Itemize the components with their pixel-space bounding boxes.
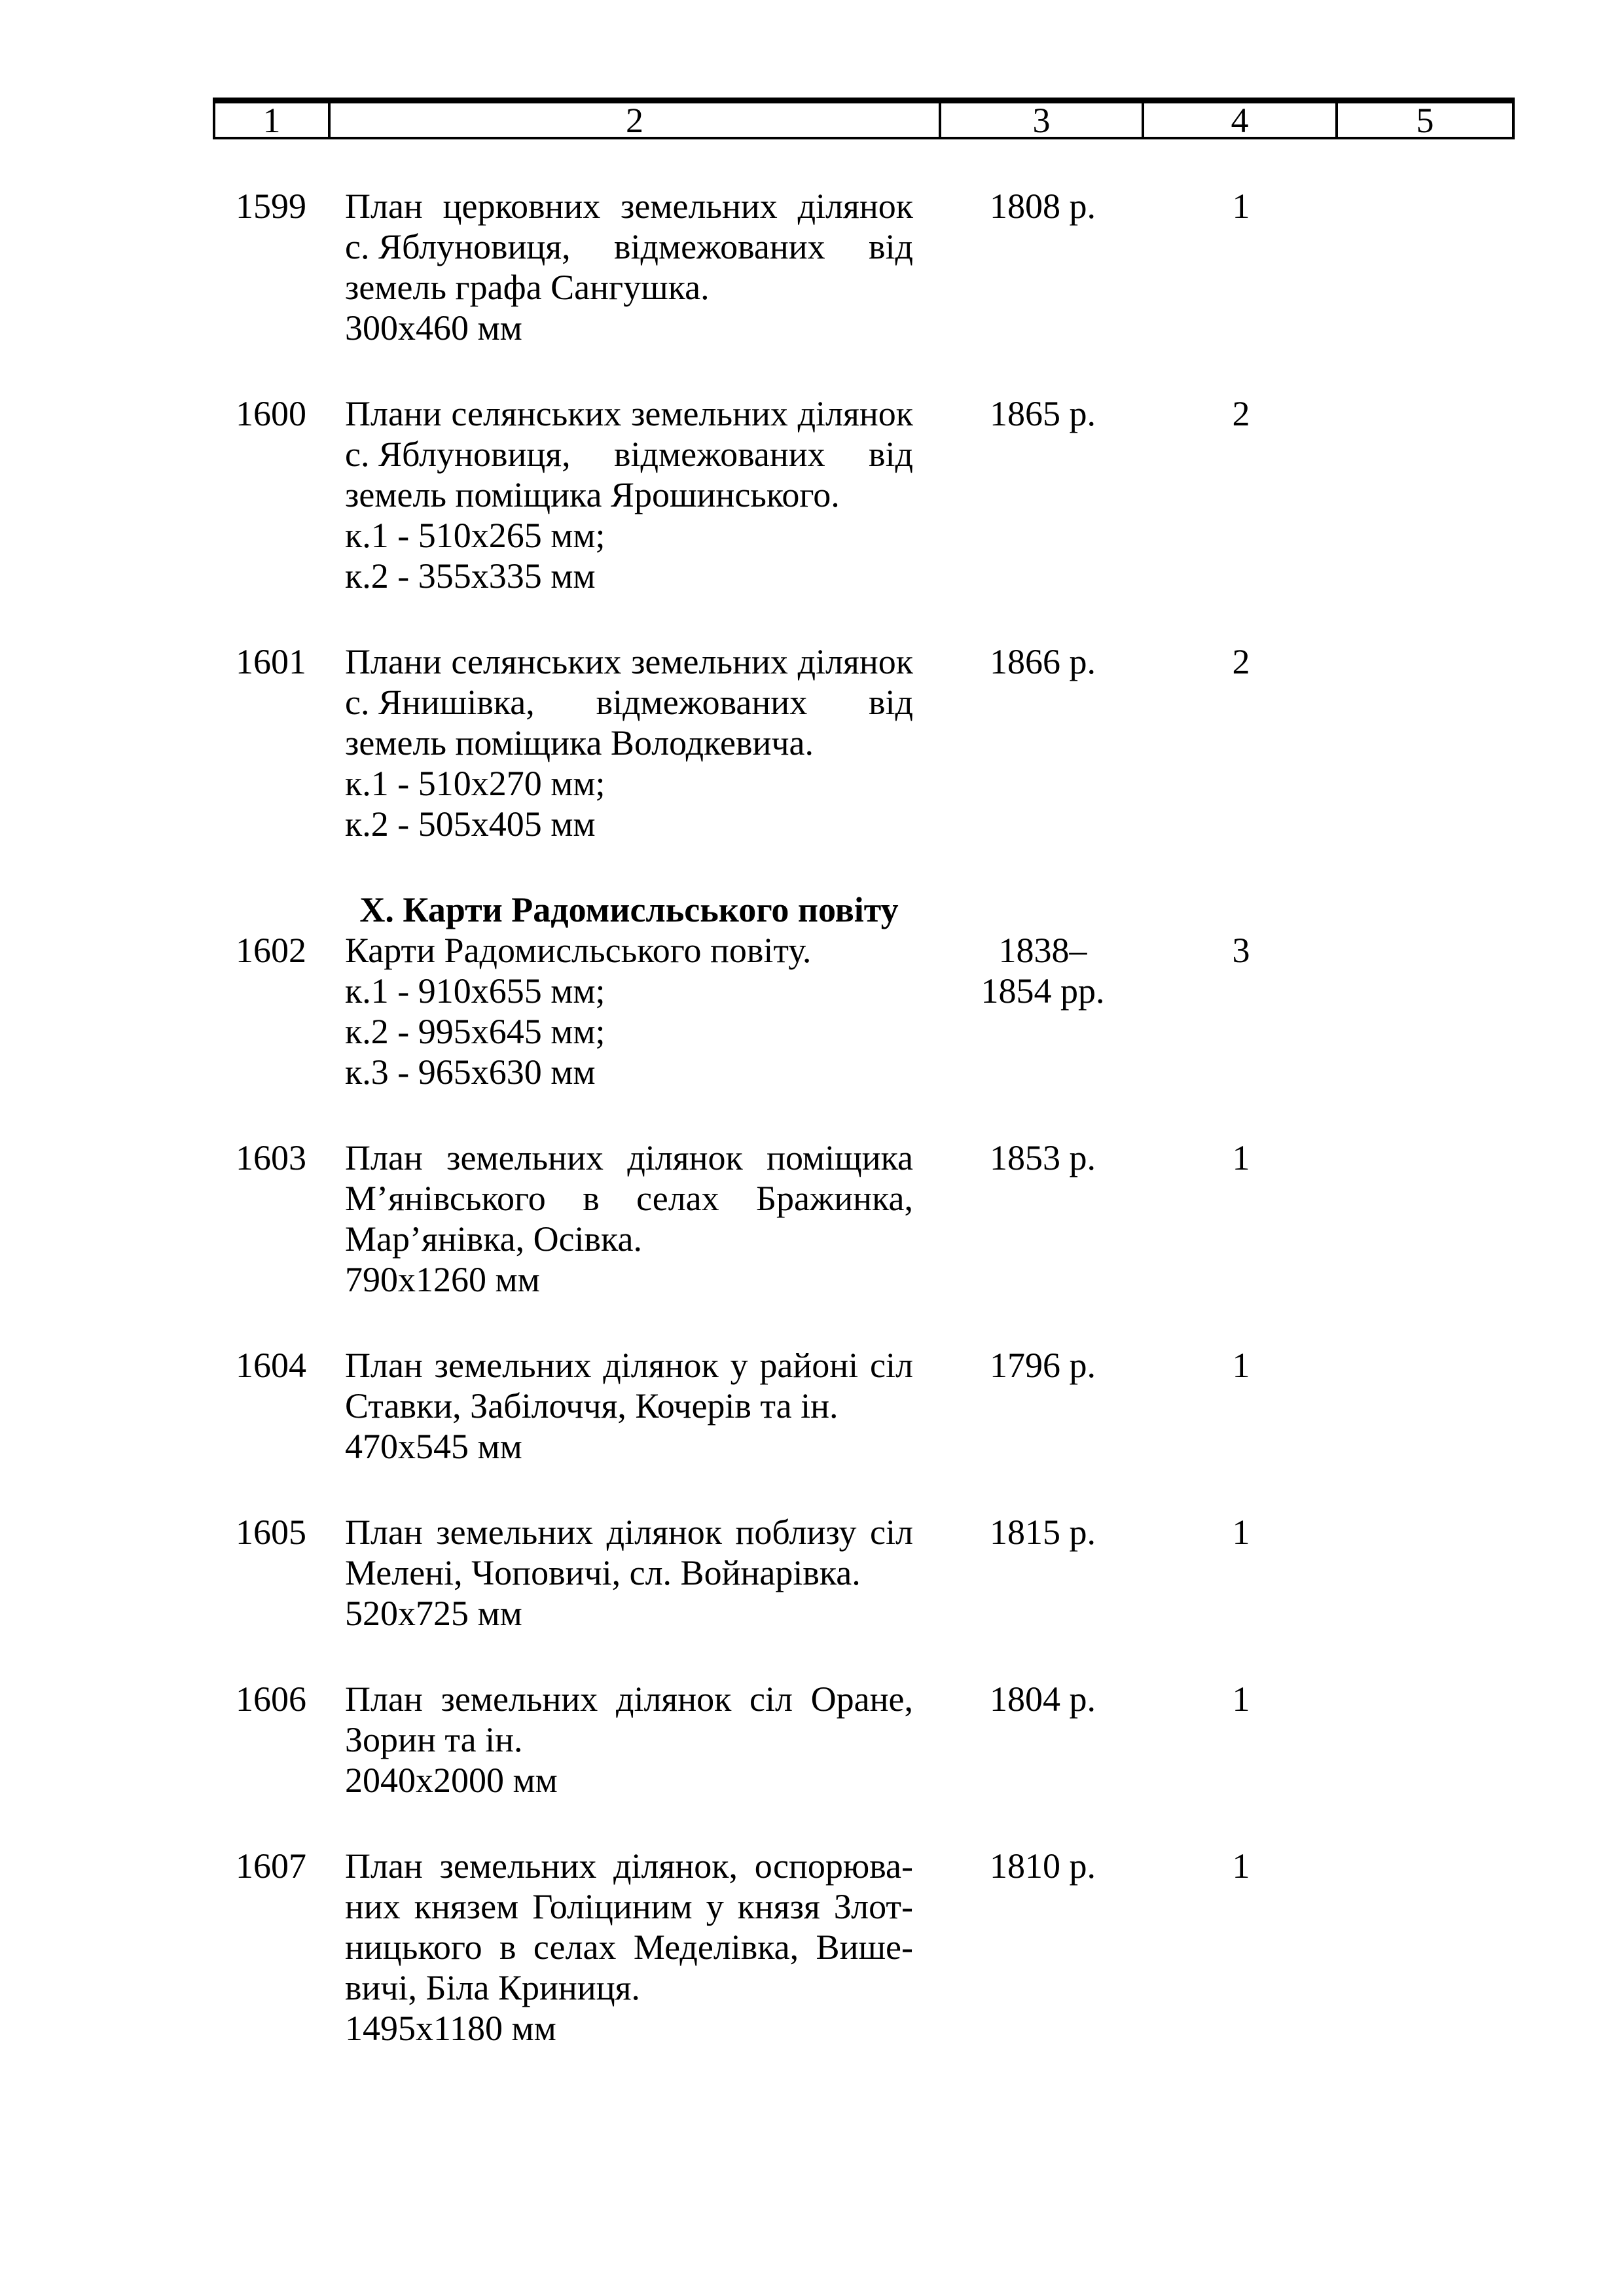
description-line: к.1 - 510х270 мм; bbox=[345, 764, 605, 803]
entry-row bbox=[213, 393, 1515, 596]
entry-date bbox=[941, 930, 1144, 1011]
entry-count: 2 bbox=[1232, 642, 1250, 681]
entry-row bbox=[213, 1512, 1515, 1634]
description-line bbox=[345, 641, 913, 682]
entry-count: 1 bbox=[1232, 1346, 1250, 1385]
column-header-cell: 4 bbox=[1144, 103, 1338, 137]
entry-row bbox=[213, 930, 1515, 1092]
description-word: сіл bbox=[870, 1513, 913, 1552]
entry-date-line: 1796 р. bbox=[990, 1346, 1096, 1385]
description-word: них bbox=[345, 1887, 401, 1926]
description-word: земельних bbox=[446, 1138, 604, 1177]
entry-row bbox=[213, 641, 1515, 844]
description-line: к.1 - 910х655 мм; bbox=[345, 971, 605, 1011]
entry-description bbox=[345, 1679, 913, 1801]
entry-row bbox=[213, 1345, 1515, 1467]
entry-id: 1605 bbox=[236, 1513, 306, 1552]
description-line bbox=[345, 1512, 913, 1552]
entry-id: 1604 bbox=[236, 1346, 306, 1385]
description-word: План bbox=[345, 1846, 423, 1886]
description-line bbox=[345, 1927, 913, 1967]
entry-description bbox=[345, 1345, 913, 1467]
entry-date-line: 1853 р. bbox=[990, 1138, 1096, 1177]
description-word: поблизу bbox=[735, 1513, 857, 1552]
description-word: ділянок bbox=[797, 187, 913, 226]
description-line: 470х545 мм bbox=[345, 1427, 522, 1466]
description-word: відмежованих bbox=[613, 227, 825, 266]
description-word: План bbox=[345, 1346, 423, 1385]
description-line bbox=[345, 186, 913, 226]
entry-date-line: 1808 р. bbox=[990, 187, 1096, 226]
description-word: ділянок bbox=[627, 1138, 743, 1177]
entry-count: 1 bbox=[1232, 1846, 1250, 1886]
description-word: відмежованих bbox=[613, 435, 825, 474]
description-line: к.3 - 965х630 мм bbox=[345, 1052, 596, 1092]
entry-row bbox=[213, 1846, 1515, 2049]
entry-id: 1602 bbox=[236, 931, 306, 970]
description-word: у bbox=[730, 1346, 748, 1385]
description-word: в bbox=[499, 1928, 516, 1967]
description-line: вичі, Біла Криниця. bbox=[345, 1968, 640, 2007]
description-word: ділянок bbox=[603, 1346, 719, 1385]
description-word: План bbox=[345, 1138, 423, 1177]
entry-date bbox=[941, 1512, 1144, 1552]
description-word: від bbox=[869, 435, 913, 474]
entry-date bbox=[941, 186, 1144, 226]
entry-id: 1601 bbox=[236, 642, 306, 681]
description-word: селах bbox=[533, 1928, 617, 1967]
entry-description bbox=[345, 641, 913, 844]
table-header-row bbox=[213, 98, 1515, 139]
description-word: князем bbox=[414, 1887, 519, 1926]
entry-count: 3 bbox=[1232, 931, 1250, 970]
entry-count: 1 bbox=[1232, 1513, 1250, 1552]
entry-id: 1606 bbox=[236, 1679, 306, 1719]
description-word: від bbox=[869, 227, 913, 266]
description-word: земельних bbox=[631, 642, 788, 681]
description-line: 300х460 мм bbox=[345, 308, 522, 348]
description-word: ділянок bbox=[797, 394, 913, 433]
entry-date-line: 1815 р. bbox=[990, 1513, 1096, 1552]
description-word: земельних bbox=[439, 1846, 597, 1886]
description-word: ділянок bbox=[797, 642, 913, 681]
description-line: 2040х2000 мм bbox=[345, 1761, 558, 1800]
description-line bbox=[345, 1345, 913, 1386]
entry-description bbox=[345, 1512, 913, 1634]
description-word: сіл bbox=[870, 1346, 913, 1385]
description-line bbox=[345, 1886, 913, 1927]
entry-row bbox=[213, 1679, 1515, 1801]
entry-date bbox=[941, 1138, 1144, 1178]
description-word: План bbox=[345, 187, 423, 226]
description-line: земель поміщика Володкевича. bbox=[345, 723, 814, 762]
description-word: М’янівського bbox=[345, 1179, 546, 1218]
entry-description bbox=[345, 186, 913, 348]
entry-date-line: 1810 р. bbox=[990, 1846, 1096, 1886]
description-word: в bbox=[583, 1179, 600, 1218]
description-line: Ставки, Забілоччя, Кочерів та ін. bbox=[345, 1386, 839, 1426]
description-line: Мар’янівка, Осівка. bbox=[345, 1219, 642, 1259]
description-word: Бражинка, bbox=[756, 1179, 913, 1218]
description-word: Злот- bbox=[833, 1887, 913, 1926]
description-line: 790х1260 мм bbox=[345, 1260, 540, 1299]
entry-date-line: 1854 рр. bbox=[981, 971, 1105, 1011]
entry-date bbox=[941, 1679, 1144, 1719]
entry-description bbox=[345, 393, 913, 596]
description-word: Меделівка, bbox=[633, 1928, 799, 1967]
description-word: у bbox=[706, 1887, 724, 1926]
description-word: церковних bbox=[442, 187, 601, 226]
entry-date-line: 1804 р. bbox=[990, 1679, 1096, 1719]
description-word: с. Яблуновиця, bbox=[345, 227, 571, 266]
entry-id: 1607 bbox=[236, 1846, 306, 1886]
description-word: с. Янишівка, bbox=[345, 683, 535, 722]
description-line bbox=[345, 226, 913, 267]
description-word: земельних bbox=[434, 1346, 592, 1385]
entry-description bbox=[345, 1138, 913, 1300]
description-word: оспорюва- bbox=[754, 1846, 913, 1886]
description-word: План bbox=[345, 1513, 423, 1552]
description-word: земельних bbox=[631, 394, 788, 433]
description-line: земель поміщика Ярошинського. bbox=[345, 475, 840, 514]
entry-date bbox=[941, 641, 1144, 682]
entry-id: 1603 bbox=[236, 1138, 306, 1177]
description-word: відмежованих bbox=[596, 683, 808, 722]
description-line: к.1 - 510х265 мм; bbox=[345, 516, 605, 555]
description-word: земельних bbox=[441, 1679, 598, 1719]
description-line bbox=[345, 682, 913, 723]
description-word: селянських bbox=[451, 642, 622, 681]
entry-count: 1 bbox=[1232, 187, 1250, 226]
section-heading: Х. Карти Радомисльського повіту bbox=[359, 890, 899, 929]
description-line bbox=[345, 393, 913, 434]
description-word: селянських bbox=[451, 394, 622, 433]
description-word: План bbox=[345, 1679, 423, 1719]
description-line bbox=[345, 1679, 913, 1719]
description-line: к.2 - 995х645 мм; bbox=[345, 1012, 605, 1051]
entry-row bbox=[213, 186, 1515, 348]
entry-date bbox=[941, 1345, 1144, 1386]
description-line bbox=[345, 434, 913, 475]
description-word: ділянок, bbox=[613, 1846, 738, 1886]
table-body bbox=[213, 186, 1515, 2049]
description-line: земель графа Сангушка. bbox=[345, 268, 710, 307]
entry-date-line: 1838– bbox=[998, 931, 1087, 970]
description-word: ницького bbox=[345, 1928, 482, 1967]
description-word: від bbox=[869, 683, 913, 722]
description-word: Голіциним bbox=[532, 1887, 693, 1926]
section-row bbox=[213, 889, 1515, 930]
entry-count: 1 bbox=[1232, 1138, 1250, 1177]
description-line bbox=[345, 1138, 913, 1178]
description-word: селах bbox=[636, 1179, 719, 1218]
column-header-cell: 3 bbox=[941, 103, 1144, 137]
description-word: князя bbox=[737, 1887, 820, 1926]
description-line: Карти Радомисльського повіту. bbox=[345, 931, 812, 970]
description-word: Оране, bbox=[810, 1679, 913, 1719]
description-word: поміщика bbox=[767, 1138, 913, 1177]
entry-id: 1599 bbox=[236, 187, 306, 226]
column-header-cell: 5 bbox=[1416, 100, 1434, 140]
description-word: с. Яблуновиця, bbox=[345, 435, 571, 474]
description-word: районі bbox=[759, 1346, 859, 1385]
description-line: Мелені, Чоповичі, сл. Войнарівка. bbox=[345, 1553, 861, 1592]
entry-id: 1600 bbox=[236, 394, 306, 433]
entry-description bbox=[345, 1846, 913, 2049]
description-word: Више- bbox=[816, 1928, 913, 1967]
entry-count: 1 bbox=[1232, 1679, 1250, 1719]
entry-count: 2 bbox=[1232, 394, 1250, 433]
entry-description bbox=[345, 930, 913, 1092]
entry-date bbox=[941, 1846, 1144, 1886]
entry-date-line: 1865 р. bbox=[990, 394, 1096, 433]
description-word: Плани bbox=[345, 642, 442, 681]
entry-row bbox=[213, 1138, 1515, 1300]
description-word: земельних bbox=[436, 1513, 594, 1552]
description-word: сіл bbox=[749, 1679, 793, 1719]
description-line: к.2 - 505х405 мм bbox=[345, 804, 596, 844]
description-line: 520х725 мм bbox=[345, 1594, 522, 1633]
description-line: Зорин та ін. bbox=[345, 1720, 523, 1759]
description-word: ділянок bbox=[606, 1513, 722, 1552]
description-line bbox=[345, 1178, 913, 1219]
description-line: к.2 - 355х335 мм bbox=[345, 556, 596, 596]
description-word: земельних bbox=[621, 187, 778, 226]
description-line bbox=[345, 1846, 913, 1886]
entry-date-line: 1866 р. bbox=[990, 642, 1096, 681]
column-header-cell: 2 bbox=[331, 103, 941, 137]
entry-date bbox=[941, 393, 1144, 434]
description-line: 1495х1180 мм bbox=[345, 2009, 556, 2048]
column-header-cell: 1 bbox=[215, 103, 331, 137]
description-word: ділянок bbox=[615, 1679, 732, 1719]
description-word: Плани bbox=[345, 394, 442, 433]
